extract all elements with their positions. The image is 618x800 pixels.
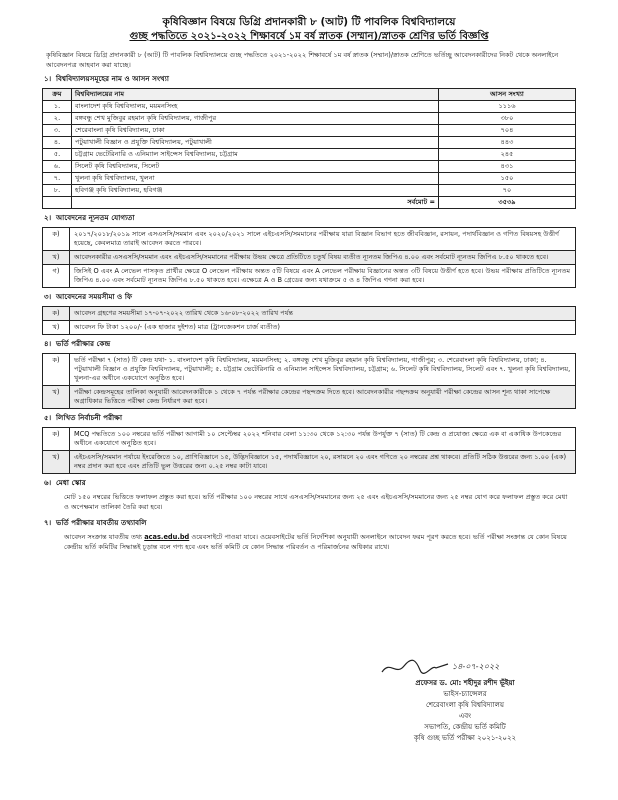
section-3-heading (44, 292, 576, 304)
table-row (43, 113, 576, 125)
deadline-fee-table (42, 306, 576, 335)
row-serial: ২. (43, 113, 72, 125)
total-label: সর্বমোট = (72, 197, 439, 209)
section-5-title: লিখিত নির্বাচনী পরীক্ষা (56, 413, 123, 422)
eligibility-table (42, 227, 576, 288)
section-7-number: ৭। (44, 518, 52, 527)
signatory-and: এবং (458, 712, 472, 720)
written-exam-table (42, 427, 576, 474)
row-university: চট্টগ্রাম ভেটেরিনারি ও এনিম্যাল সাইন্সেস বিশ্ববিদ্যালয়, চট্টগ্রাম (72, 149, 439, 161)
table-row (43, 173, 576, 185)
signatory-title: ভাইস-চ্যান্সেলর (443, 690, 487, 698)
section-7-heading (44, 518, 576, 530)
item-label: ক) (43, 428, 70, 451)
section-6-title: মেধা স্কোর (56, 478, 86, 487)
signature-date: ১৪-০৭-২০২২ (452, 662, 500, 671)
row-seats: ৩৮০ (439, 113, 576, 125)
row-seats: ৪৪৩ (439, 137, 576, 149)
total-row-blank (43, 197, 72, 209)
item-label: ক) (43, 307, 70, 321)
section-5-number: ৫। (44, 413, 52, 422)
row-university: বাংলাদেশ কৃষি বিশ্ববিদ্যালয়, ময়মনসিংহ (72, 101, 439, 113)
row-serial: ১. (43, 101, 72, 113)
col-seats-header: আসন সংখ্যা (439, 89, 576, 101)
total-value: ৩৫৩৯ (439, 197, 576, 209)
list-item (43, 307, 576, 321)
section-4-number: ৪। (44, 339, 52, 348)
table-row (43, 161, 576, 173)
table-row (43, 125, 576, 137)
item-text: এইচএসসি/সমমান পর্যায়ে ইংরেজিতে ১০, প্রাণিবিজ্ঞানে ১৫, উদ্ভিদবিজ্ঞানে ১৫, পদার্থবিজ্ঞানে ২০, রসায়নে ২০ এবং গণিতে ২০ নম্বরের প্রশ্ন থাকবে। প্রতিটি সঠিক উত্তরের জন্য ১.০০ (এক) নম্বর প্রদান করা হবে এবং প্রতিটি ভুল উত্তরের জন্য ০.২৫ নম্বর কাটা যাবে। (70, 451, 576, 474)
section-1-heading (44, 74, 576, 86)
list-item (43, 386, 576, 409)
item-label: খ) (43, 251, 70, 265)
section-7-title: ভর্তি পরীক্ষার যাবতীয় তথ্যাবলি (56, 518, 147, 527)
merit-score-text: মোট ১৫০ নম্বরের ভিত্তিতে ফলাফল প্রস্তুত করা হবে। ভর্তি পরীক্ষার ১০০ নম্বরের সাথে এসএসসি/সমমানের জন্য ২৫ এবং এইচএসসি/সমমানের জন্য ২৫ নম্বর যোগ করে ফলাফল প্রস্তুত করে মেধা ও অপেক্ষমান তালিকা তৈরি করা হবে। (64, 493, 568, 511)
list-item (43, 428, 576, 451)
table-row (43, 101, 576, 113)
item-label: খ) (43, 321, 70, 335)
info-text-after: ওয়েবসাইটে পাওয়া যাবে। ওয়েবসাইটের ভর্তি নির্দেশিকা অনুযায়ী অনলাইনে আবেদন ফরম পূরণ করতে হবে। ভর্তি পরীক্ষা সংক্রান্ত যে কোন বিষয়ে কেন্দ্রীয় ভর্তি কমিটির সিদ্ধান্তই চূড়ান্ত বলে গণ্য হবে এবং ভর্তি কমিটি যে কোন সিদ্ধান্ত পরিবর্তন ও পরিমার্জনের অধিকার রাখে। (64, 533, 567, 551)
section-1-number: ১। (44, 74, 52, 83)
row-university: সিলেট কৃষি বিশ্ববিদ্যালয়, সিলেট (72, 161, 439, 173)
row-serial: ৬. (43, 161, 72, 173)
row-university: খুলনা কৃষি বিশ্ববিদ্যালয়, খুলনা (72, 173, 439, 185)
info-text-before: আবেদন সংক্রান্ত যাবতীয় তথ্য (64, 533, 143, 541)
item-text: আবেদন গ্রহণের সময়সীমা ১৭-০৭-২০২২ তারিখ থেকে ১৬-০৮-২০২২ তারিখ পর্যন্ত (70, 307, 576, 321)
item-label: ক) (43, 228, 70, 251)
list-item (43, 451, 576, 474)
section-2-number: ২। (44, 213, 52, 222)
row-seats: ৭০৪ (439, 125, 576, 137)
row-serial: ৪. (43, 137, 72, 149)
table-row (43, 137, 576, 149)
col-name-header: বিশ্ববিদ্যালয়ের নাম (72, 89, 439, 101)
list-item (43, 354, 576, 386)
row-university: শেরেবাংলা কৃষি বিশ্ববিদ্যালয়, ঢাকা (72, 125, 439, 137)
row-seats: ১১১৬ (439, 101, 576, 113)
section-1-title: বিশ্ববিদ্যালয়সমূহের নাম ও আসন সংখ্যা (56, 74, 169, 83)
section-2-heading (44, 213, 576, 225)
row-serial: ৮. (43, 185, 72, 197)
item-text: ২০১৭/২০১৮/২০১৯ সালে এসএসসি/সমমান এবং ২০২০/২০২১ সালে এইচএসসি/সমমানের পরীক্ষায় যারা বিজ্ঞান বিভাগ হতে জীববিজ্ঞান, রসায়ন, পদার্থবিজ্ঞান ও গণিত বিষয়সহ উত্তীর্ণ হয়েছে, কেবলমাত্র তারাই আবেদন করতে পারবে। (70, 228, 576, 251)
item-label: ক) (43, 354, 70, 386)
item-label: খ) (43, 451, 70, 474)
col-serial-header: ক্রম (43, 89, 72, 101)
seats-table-header (43, 89, 576, 101)
website-link[interactable]: acas.edu.bd (144, 533, 190, 541)
item-text: আবেদন ফি টাকা ১২০০/- (এক হাজার দুইশত) মাত্র (ট্রানজেকশন চার্জ ব্যতীত) (70, 321, 576, 335)
list-item (43, 251, 576, 265)
row-seats: ২৪৫ (439, 149, 576, 161)
item-text: জিসিই O এবং A লেভেল পাসকৃত প্রার্থীর ক্ষেত্রে O লেভেল পরীক্ষায় অন্তত ৫টি বিষয়ে এবং A লেভেল পরীক্ষায় বিজ্ঞানের অন্তত ৩টি বিষয়ে উত্তীর্ণ হতে হবে। উভয় পরীক্ষায় প্রতিটিতে ন্যূনতম জিপিএ ৪.০০ এবং সর্বমোট ন্যূনতম জিপিএ ৮.৫০ থাকতে হবে। এক্ষেত্রে A ও B গ্রেডের জন্য যথাক্রমে ৫ ও ৪ জিপিএ গণনা করা হবে। (70, 265, 576, 288)
exam-centre-table (42, 353, 576, 409)
signatory-committee: কৃষি গুচ্ছ ভর্তি পরীক্ষা ২০২১-২০২২ (413, 734, 517, 742)
item-text: আবেদনকারীর এসএসসি/সমমান এবং এইচএসসি/সমমানের পরীক্ষায় উভয় ক্ষেত্রে প্রতিটিতে চতুর্থ বিষয় ব্যতীত ন্যূনতম জিপিএ ৪.০০ এবং সর্বমোট ন্যূনতম জিপিএ ৮.৫০ থাকতে হবে। (70, 251, 576, 265)
item-text: MCQ পদ্ধতিতে ১০০ নম্বরের ভর্তি পরীক্ষা আগামী ১০ সেপ্টেম্বর ২০২২ শনিবার বেলা ১১:৩০ থেকে ১২:৩০ পর্যন্ত উপর্যুক্ত ৭ (সাত) টি কেন্দ্র ও প্রযোজ্য ক্ষেত্রে এক বা একাধিক উপকেন্দ্রের অধীনে একযোগে অনুষ্ঠিত হবে। (70, 428, 576, 451)
section-3-title: আবেদনের সময়সীমা ও ফি (56, 292, 133, 301)
row-seats: ১৫০ (439, 173, 576, 185)
section-3-number: ৩। (44, 292, 52, 301)
signatory-name: প্রফেসর ড. মো: শহীদুর রশীদ ভূঁইয়া (415, 679, 515, 687)
list-item (43, 321, 576, 335)
section-4-heading (44, 339, 576, 351)
row-serial: ৫. (43, 149, 72, 161)
signatory-org: শেরেবাংলা কৃষি বিশ্ববিদ্যালয় (426, 701, 504, 709)
row-serial: ৩. (43, 125, 72, 137)
row-seats: ৭০ (439, 185, 576, 197)
item-label: গ) (43, 265, 70, 288)
section-6-number: ৬। (44, 478, 52, 487)
section-2-title: আবেদনের ন্যূনতম যোগ্যতা (56, 213, 135, 222)
intro-paragraph: কৃষিবিজ্ঞান বিষয়ে ডিগ্রি প্রদানকারী ৮ (আট) টি পাবলিক বিশ্ববিদ্যালয়ে গুচ্ছ পদ্ধতিতে ২০২১-২০২২ শিক্ষাবর্ষে ১ম বর্ষ স্নাতক (সম্মান)/স্নাতক শ্রেণিতে ভর্তিচ্ছু আবেদনকারীদের নিকট থেকে অনলাইনে আবেদনপত্র আহবান করা যাচ্ছে। (46, 51, 559, 69)
item-label: খ) (43, 386, 70, 409)
total-row (43, 197, 576, 209)
row-serial: ৭. (43, 173, 72, 185)
signatory-committee-role: সভাপতি, কেন্দ্রীয় ভর্তি কমিটি (424, 723, 506, 731)
row-seats: ৪৩১ (439, 161, 576, 173)
section-4-title: ভর্তি পরীক্ষার কেন্দ্র (56, 339, 111, 348)
table-row (43, 149, 576, 161)
notice-subtitle: গুচ্ছ পদ্ধতিতে ২০২১-২০২২ শিক্ষাবর্ষে ১ম বর্ষ স্নাতক (সম্মান)/স্নাতক শ্রেণির ভর্তি বিজ্ঞপ্তি (129, 31, 489, 42)
row-university: বঙ্গবন্ধু শেখ মুজিবুর রহমান কৃষি বিশ্ববিদ্যালয়, গাজীপুর (72, 113, 439, 125)
list-item (43, 228, 576, 251)
seats-table (42, 88, 576, 209)
section-6-heading (44, 478, 576, 490)
row-university: হবিগঞ্জ কৃষি বিশ্ববিদ্যালয়, হবিগঞ্জ (72, 185, 439, 197)
signature-block (345, 656, 585, 744)
notice-title: কৃষিবিজ্ঞান বিষয়ে ডিগ্রি প্রদানকারী ৮ (আট) টি পাবলিক বিশ্ববিদ্যালয়ে (162, 16, 456, 28)
row-university: পটুয়াখালী বিজ্ঞান ও প্রযুক্তি বিশ্ববিদ্যালয়, পটুয়াখালী (72, 137, 439, 149)
info-text (42, 532, 576, 554)
table-row (43, 185, 576, 197)
item-text: পরীক্ষা কেন্দ্রসমূহের তালিকা অনুযায়ী আবেদনকারীকে ১ থেকে ৭ পর্যন্ত পরীক্ষার কেন্দ্রের পছন্দক্রম দিতে হবে। আবেদনকারীর পছন্দক্রম অনুযায়ী পরীক্ষা কেন্দ্রের আসন শূন্য থাকা সাপেক্ষে অগ্রাধিকার ভিত্তিতে পরীক্ষা কেন্দ্র নির্ধারণ করা হবে। (70, 386, 576, 409)
section-5-heading (44, 413, 576, 425)
list-item (43, 265, 576, 288)
item-text: ভর্তি পরীক্ষা ৭ (সাত) টি কেন্দ্র যথা- ১. বাংলাদেশ কৃষি বিশ্ববিদ্যালয়, ময়মনসিংহ; ২. বঙ্গবন্ধু শেখ মুজিবুর রহমান কৃষি বিশ্ববিদ্যালয়, গাজীপুর; ৩. শেরেবাংলা কৃষি বিশ্ববিদ্যালয়, ঢাকা; ৪. পটুয়াখালী বিজ্ঞান ও প্রযুক্তি বিশ্ববিদ্যালয়, পটুয়াখালী; ৫. চট্টগ্রাম ভেটেরিনারি ও এনিম্যাল সাইন্সেস বিশ্ববিদ্যালয়, চট্টগ্রাম; ৬. সিলেট কৃষি বিশ্ববিদ্যালয়, সিলেট এবং ৭. খুলনা কৃষি বিশ্ববিদ্যালয়, খুলনা-এর অধীনে একযোগে অনুষ্ঠিত হবে। (70, 354, 576, 386)
